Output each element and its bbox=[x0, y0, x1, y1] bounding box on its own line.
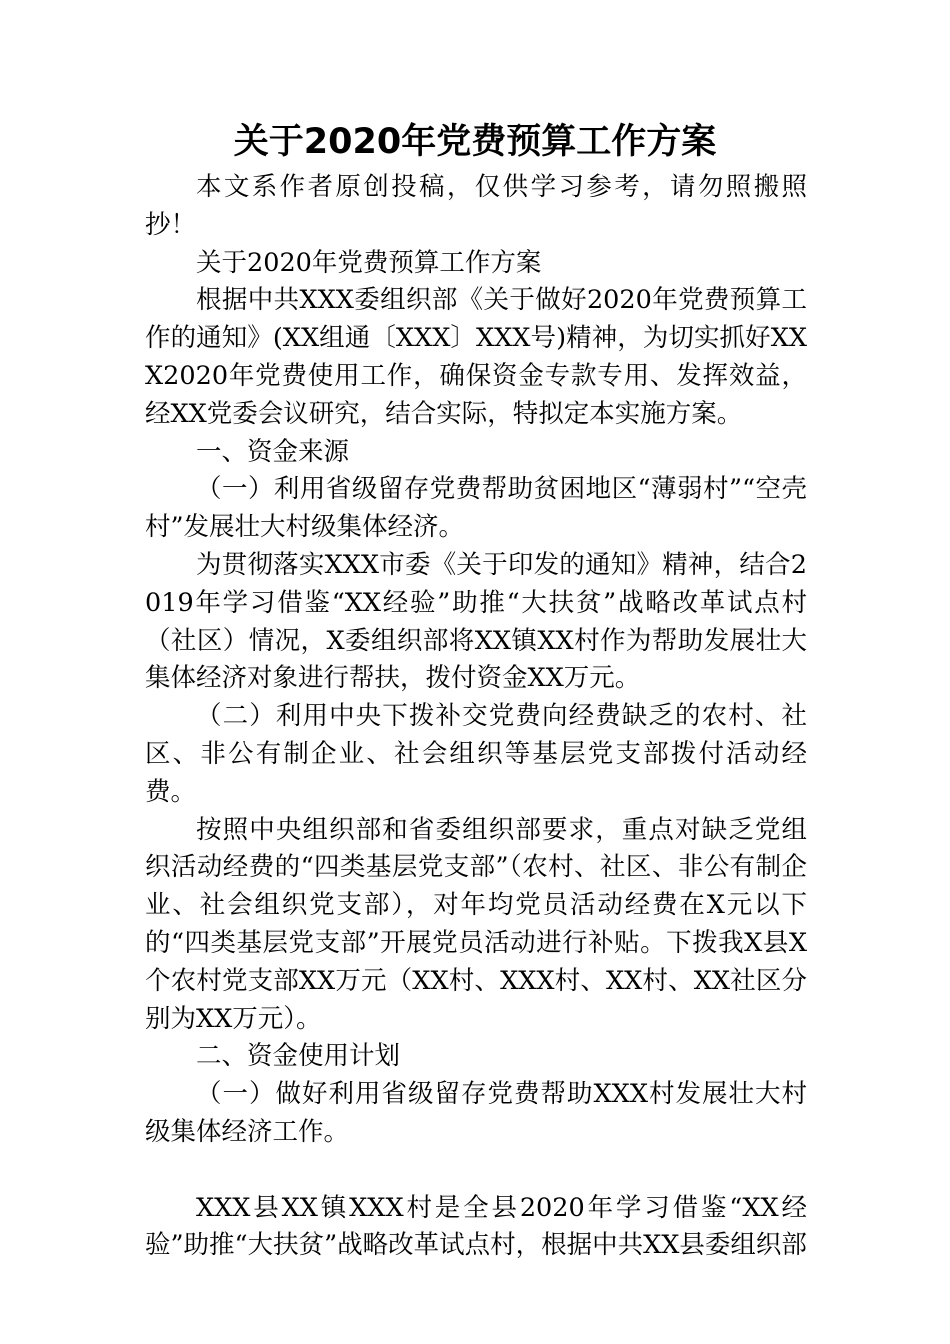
section-heading-funding-sources: 一、资金来源 bbox=[196, 436, 350, 467]
paragraph-village-support: 为贯彻落实XXX市委《关于印发的通知》精神，结合2019年学习借鉴“XX经验”助推“大扶贫”战略改革试点村（社区）情况，X委组织部将XX镇XX村作为帮助发展壮大集体经济对象进行帮扶，拨付资金XX万元。 bbox=[145, 549, 807, 694]
subsection-heading-usage-1: （一）做好利用省级留存党费帮助XXX村发展壮大村级集体经济工作。 bbox=[145, 1079, 807, 1147]
paragraph-notice: 本文系作者原创投稿，仅供学习参考，请勿照搬照抄！ bbox=[145, 172, 807, 240]
paragraph-branch-subsidy: 按照中央组织部和省委组织部要求，重点对缺乏党组织活动经费的“四类基层党支部”（农村、社区、非公有制企业、社会组织党支部），对年均党员活动经费在X元以下的“四类基层党支部”开展党员活动进行补贴。下拨我X县X个农村党支部XX万元（XX村、XXX村、XX村、XX社区分别为XX万元）。 bbox=[145, 814, 807, 1034]
subsection-heading-1: （一）利用省级留存党费帮助贫困地区“薄弱村”“空壳村”发展壮大村级集体经济。 bbox=[145, 474, 807, 543]
subsection-heading-2: （二）利用中央下拨补交党费向经费缺乏的农村、社区、非公有制企业、社会组织等基层党支部拨付活动经费。 bbox=[145, 701, 807, 807]
document-body bbox=[145, 169, 807, 1265]
paragraph-intro: 根据中共XXX委组织部《关于做好2020年党费预算工作的通知》(XX组通〔XXX〕XXX号)精神，为切实抓好XXX2020年党费使用工作，确保资金专款专用、发挥效益，经XX党委会议研究，结合实际，特拟定本实施方案。 bbox=[145, 285, 807, 429]
paragraph-pilot-village: XXX县XX镇XXX村是全县2020年学习借鉴“XX经验”助推“大扶贫”战略改革试点村，根据中共XX县委组织部 bbox=[145, 1192, 807, 1261]
paragraph-subtitle: 关于2020年党费预算工作方案 bbox=[196, 247, 542, 278]
document-title: 关于2020年党费预算工作方案 bbox=[233, 122, 717, 162]
section-heading-usage-plan: 二、资金使用计划 bbox=[196, 1041, 401, 1072]
